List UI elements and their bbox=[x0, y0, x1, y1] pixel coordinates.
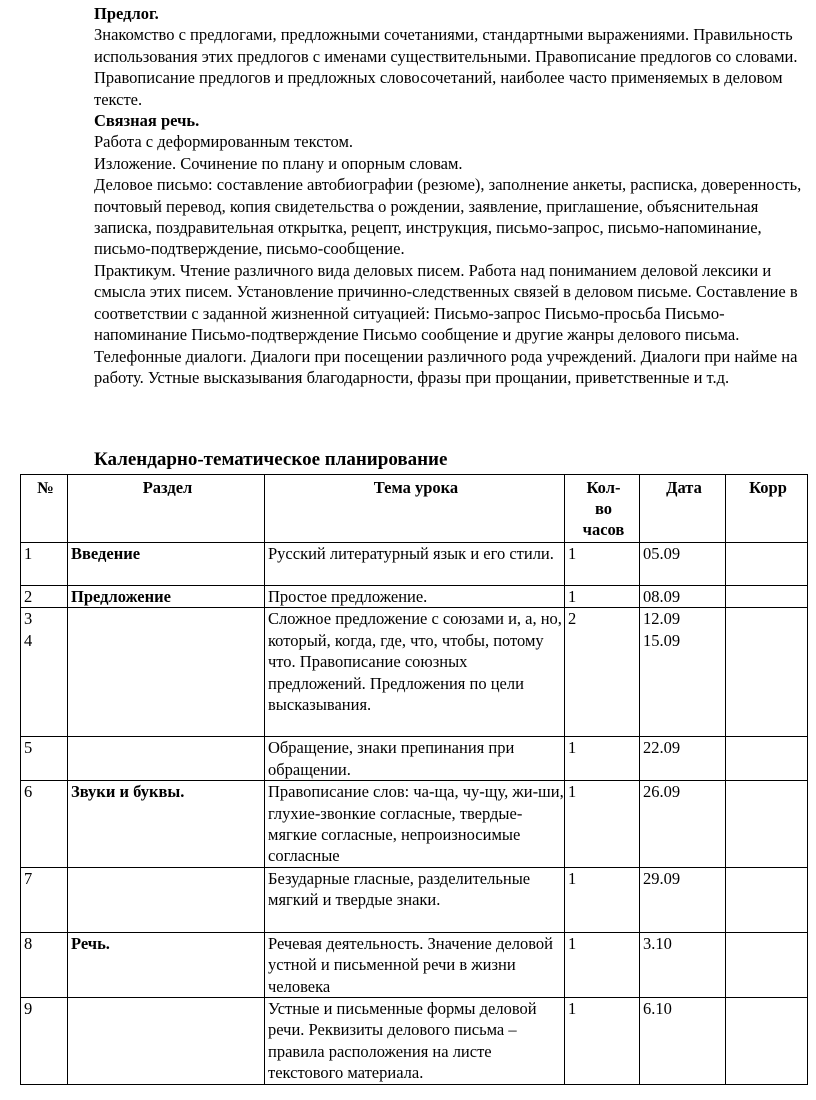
row-date-value: 08.09 bbox=[643, 587, 681, 606]
row-number bbox=[21, 543, 68, 586]
row-date-value: 3.10 bbox=[643, 933, 672, 953]
row-hours: 2 bbox=[565, 608, 640, 737]
row-date-value: 12.09 bbox=[643, 609, 681, 629]
row-hours: 1 bbox=[565, 867, 640, 932]
row-hours: 1 bbox=[565, 737, 640, 781]
table-row bbox=[21, 737, 808, 781]
table-row bbox=[21, 586, 808, 608]
row-number-value: 6 bbox=[24, 782, 33, 802]
paragraph-prepositions: Знакомство с предлогами, предложными сочетаниями, стандартными выражениями. Правильность использования этих предлогов с именами существительными. Правописание предлогов со словами. Правописание предлогов и предложных словосочетаний, наиболее часто применяемых в деловом тексте. bbox=[94, 25, 798, 109]
row-number-value: 3 bbox=[24, 609, 33, 629]
row-section bbox=[68, 737, 265, 781]
row-date-value: 05.09 bbox=[643, 544, 681, 563]
header-hours-line-2: во bbox=[594, 499, 613, 518]
row-date bbox=[640, 932, 726, 997]
row-number-value: 4 bbox=[24, 630, 33, 650]
row-date-value: 29.09 bbox=[643, 868, 681, 888]
paragraph-connected-speech-2: Изложение. Сочинение по плану и опорным словам. bbox=[94, 153, 463, 173]
row-date bbox=[640, 737, 726, 781]
row-section: Введение bbox=[68, 543, 265, 586]
row-hours: 1 bbox=[565, 781, 640, 868]
row-number-value: 7 bbox=[24, 868, 33, 888]
header-date: Дата bbox=[640, 475, 726, 543]
row-hours: 1 bbox=[565, 586, 640, 608]
row-section bbox=[68, 608, 265, 737]
row-number bbox=[21, 586, 68, 608]
row-hours: 1 bbox=[565, 543, 640, 586]
row-number-value: 8 bbox=[24, 933, 33, 953]
header-section: Раздел bbox=[68, 475, 265, 543]
row-correction bbox=[726, 543, 808, 586]
row-number bbox=[21, 781, 68, 868]
header-number: № bbox=[21, 475, 68, 543]
row-correction bbox=[726, 781, 808, 868]
row-number-value: 2 bbox=[24, 587, 33, 606]
row-date bbox=[640, 781, 726, 868]
row-topic: Безударные гласные, разделительные мягкий и твердые знаки. bbox=[265, 867, 565, 932]
table-row bbox=[21, 543, 808, 586]
row-topic: Простое предложение. bbox=[265, 586, 565, 608]
row-hours: 1 bbox=[565, 932, 640, 997]
heading-connected-speech: Связная речь. bbox=[94, 111, 200, 131]
row-topic: Правописание слов: ча-ща, чу-щу, жи-ши, глухие-звонкие согласные, твердые-мягкие согласные, непроизносимые согласные bbox=[265, 781, 565, 868]
row-number bbox=[21, 932, 68, 997]
row-number-value: 1 bbox=[24, 544, 33, 563]
header-hours-line-1: Кол- bbox=[586, 478, 621, 497]
row-section: Звуки и буквы. bbox=[68, 781, 265, 868]
row-section: Предложение bbox=[68, 586, 265, 608]
table-row bbox=[21, 867, 808, 932]
row-section bbox=[68, 998, 265, 1085]
calendar-table bbox=[20, 474, 808, 1085]
row-date-value: 26.09 bbox=[643, 782, 681, 802]
paragraph-connected-speech-1: Работа с деформированным текстом. bbox=[94, 132, 354, 152]
table-row bbox=[21, 608, 808, 737]
row-correction bbox=[726, 608, 808, 737]
row-number-value: 5 bbox=[24, 738, 33, 758]
row-date bbox=[640, 867, 726, 932]
table-row bbox=[21, 998, 808, 1085]
row-correction bbox=[726, 737, 808, 781]
header-correction: Корр bbox=[726, 475, 808, 543]
row-date-value: 22.09 bbox=[643, 738, 681, 758]
row-number bbox=[21, 867, 68, 932]
row-correction bbox=[726, 932, 808, 997]
paragraph-phone-dialogs: Телефонные диалоги. Диалоги при посещении различного рода учреждений. Диалоги при найме на работу. Устные высказывания благодарности, фразы при прощании, приветственные и т.д. bbox=[94, 346, 798, 387]
row-number-value: 9 bbox=[24, 999, 33, 1019]
header-hours bbox=[565, 475, 640, 543]
row-date bbox=[640, 608, 726, 737]
paragraph-workshop: Практикум. Чтение различного вида деловых писем. Работа над пониманием деловой лексики и смысла этих писем. Установление причинно-следственных связей в деловом письме. Составление в соответствии с заданной жизненной ситуацией: Письмо-запрос Письмо-просьба Письмо-напоминание Письмо-подтверждение Письмо сообщение и другие жанры делового письма. bbox=[94, 260, 798, 345]
table-row bbox=[21, 932, 808, 997]
row-section bbox=[68, 867, 265, 932]
row-number bbox=[21, 737, 68, 781]
intro-text bbox=[94, 3, 810, 388]
row-number bbox=[21, 998, 68, 1085]
table-row bbox=[21, 781, 808, 868]
row-topic: Речевая деятельность. Значение деловой устной и письменной речи в жизни человека bbox=[265, 932, 565, 997]
row-hours: 1 bbox=[565, 998, 640, 1085]
header-hours-line-3: часов bbox=[582, 520, 625, 539]
table-header-row bbox=[21, 475, 808, 543]
row-date bbox=[640, 543, 726, 586]
row-date bbox=[640, 586, 726, 608]
row-correction bbox=[726, 998, 808, 1085]
heading-prepositions: Предлог. bbox=[94, 4, 159, 23]
row-correction bbox=[726, 867, 808, 932]
calendar-title: Календарно-тематическое планирование bbox=[94, 449, 448, 470]
row-topic: Русский литературный язык и его стили. bbox=[265, 543, 565, 586]
row-date bbox=[640, 998, 726, 1085]
header-topic: Тема урока bbox=[265, 475, 565, 543]
paragraph-business-letter: Деловое письмо: составление автобиографии (резюме), заполнение анкеты, расписка, доверенность, почтовый перевод, копия свидетельства о рождении, заявление, приглашение, объяснительная записка, поздравительная открытка, рецепт, инструкция, письмо-запрос, письмо-напоминание, письмо-подтверждение, письмо-сообщение. bbox=[94, 175, 802, 259]
row-date-value: 15.09 bbox=[643, 630, 681, 650]
row-topic: Устные и письменные формы деловой речи. Реквизиты делового письма – правила расположения на листе текстового материала. bbox=[265, 998, 565, 1085]
row-number bbox=[21, 608, 68, 737]
row-date-value: 6.10 bbox=[643, 999, 672, 1019]
row-correction bbox=[726, 586, 808, 608]
row-topic: Сложное предложение с союзами и, а, но, который, когда, где, что, чтобы, потому что. Правописание союзных предложений. Предложения по цели высказывания. bbox=[265, 608, 565, 737]
row-section: Речь. bbox=[68, 932, 265, 997]
row-topic: Обращение, знаки препинания при обращении. bbox=[265, 737, 565, 781]
